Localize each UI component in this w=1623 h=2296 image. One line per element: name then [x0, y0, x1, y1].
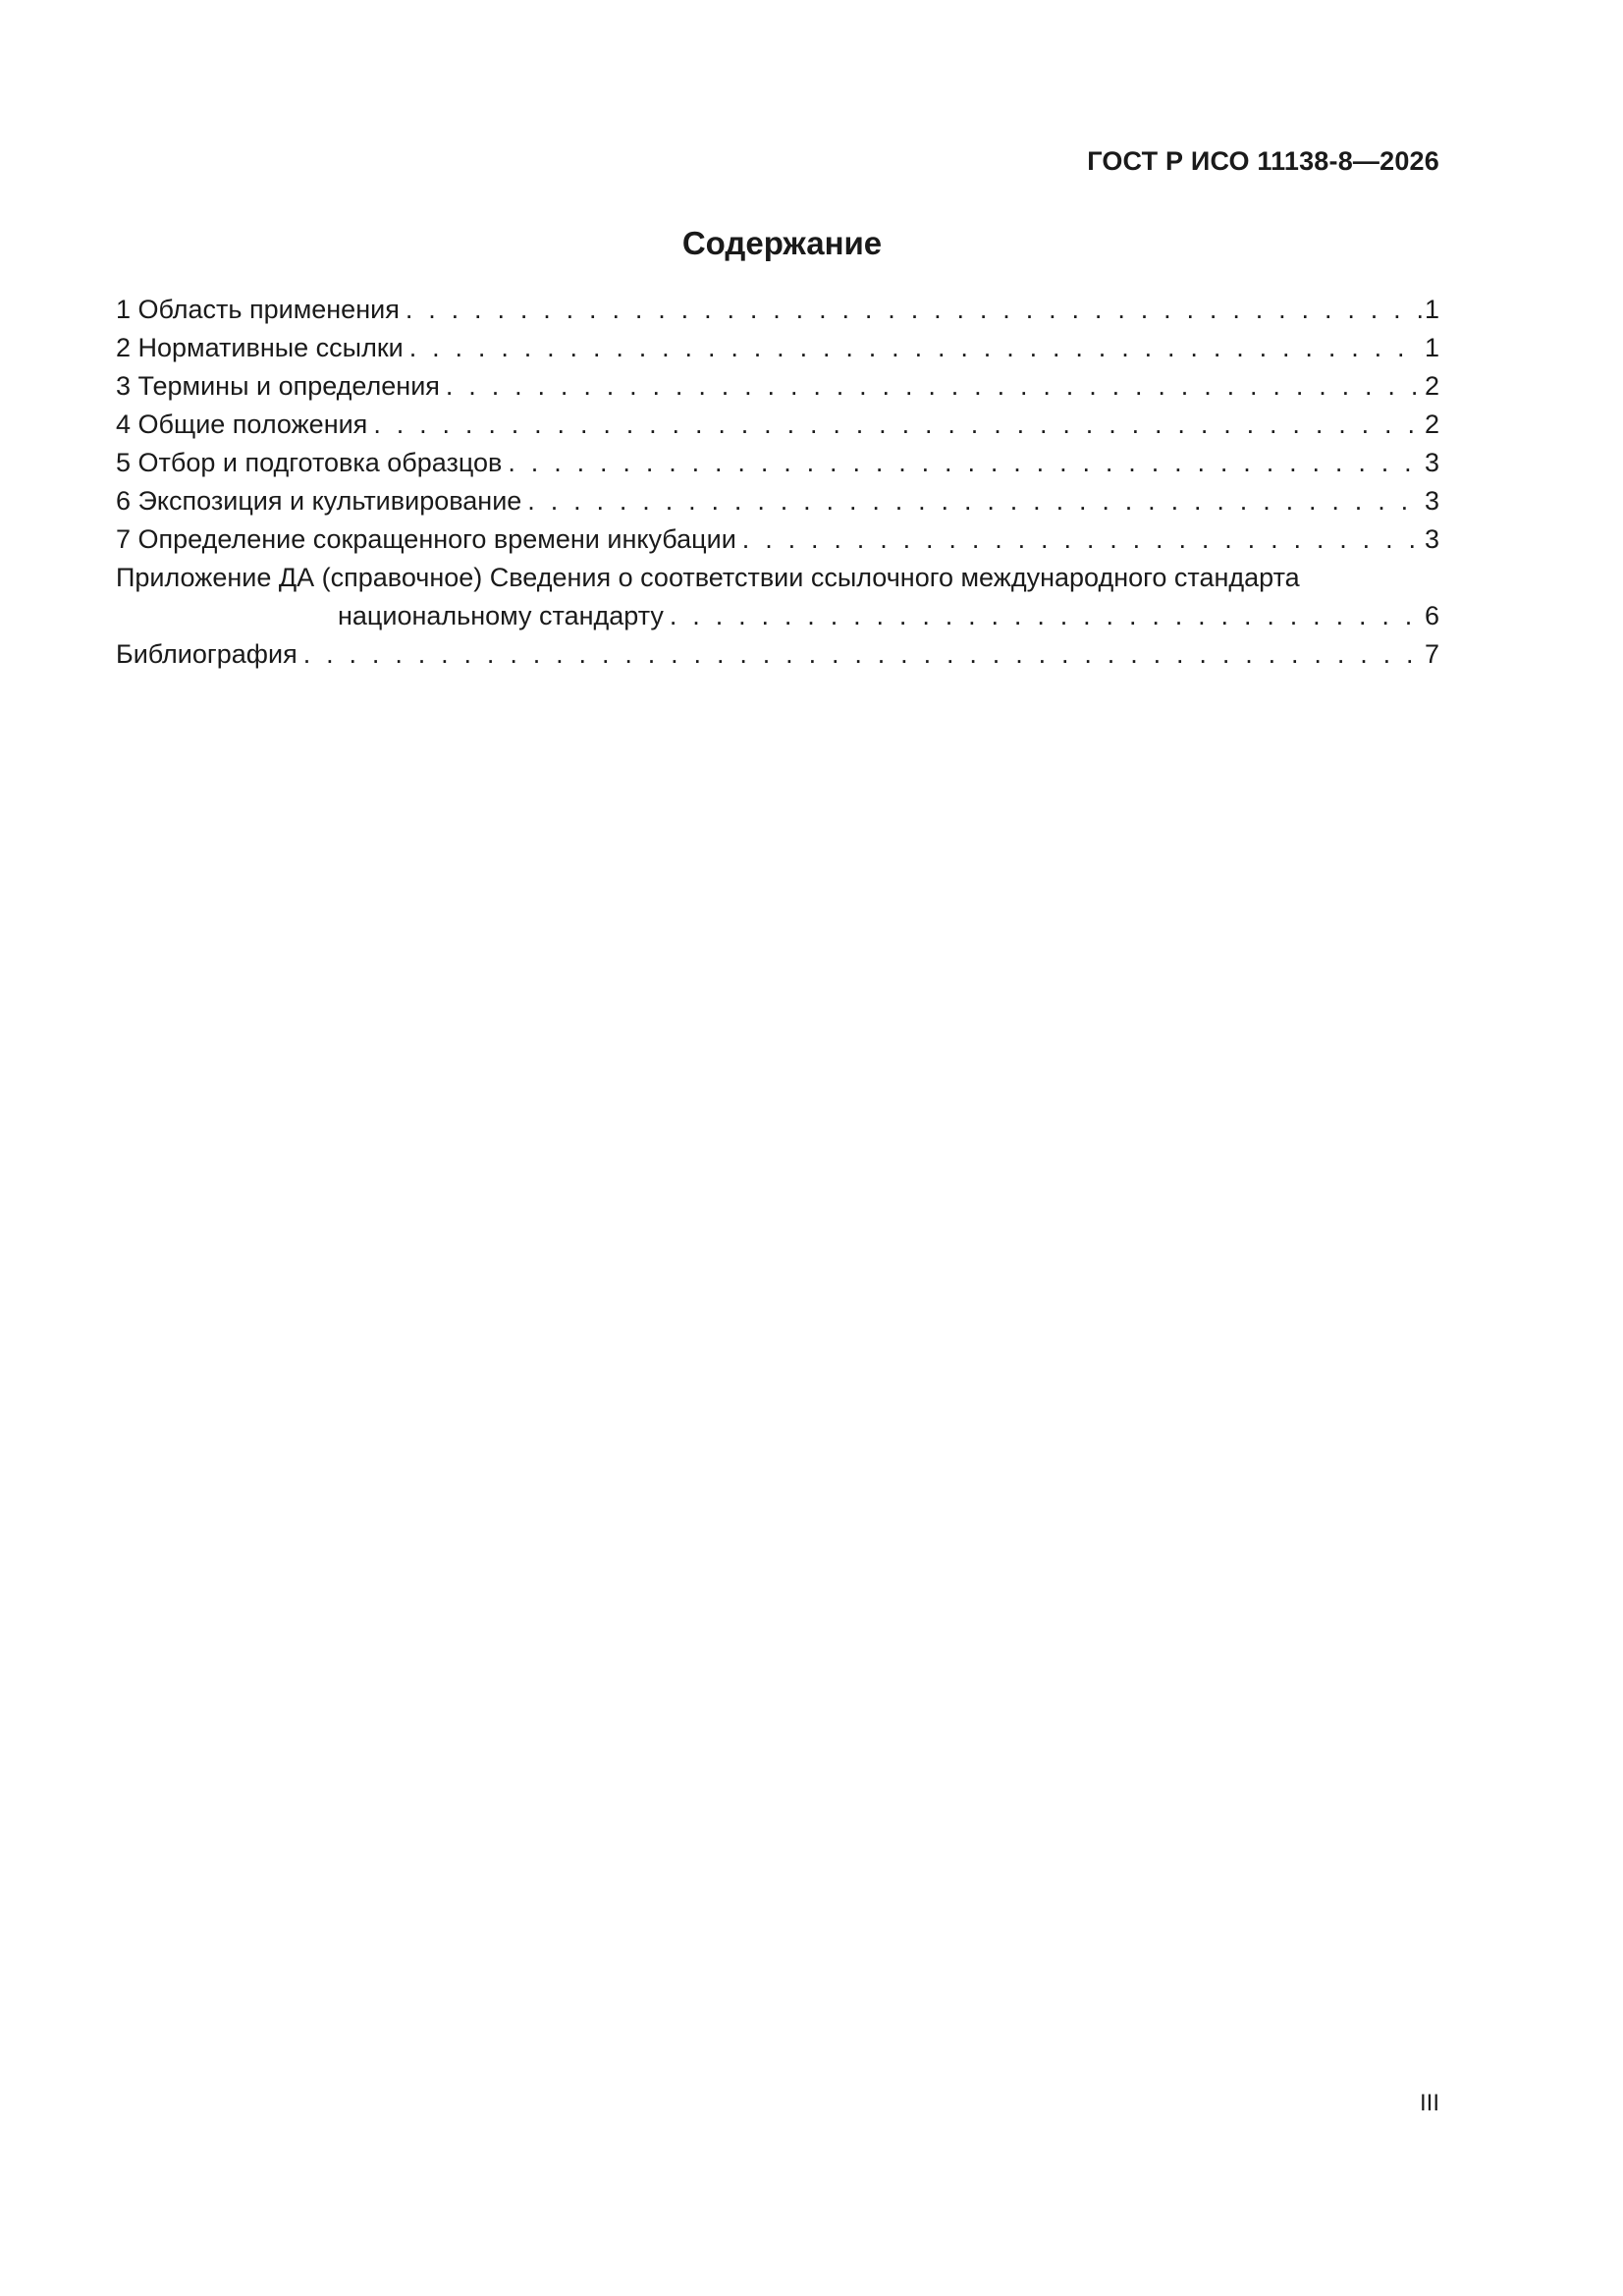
- toc-entry-label: 5 Отбор и подготовка образцов: [116, 448, 503, 477]
- toc-entry-exposure-culturing[interactable]: [116, 482, 1439, 520]
- table-of-contents: [116, 291, 1439, 674]
- toc-entry-page: 3: [1424, 486, 1439, 516]
- toc-entry-bibliography[interactable]: [116, 635, 1439, 674]
- toc-entry-page: 3: [1424, 524, 1439, 554]
- toc-entry-appendix-da[interactable]: [116, 559, 1439, 597]
- toc-entry-label-line2: национальному стандарту: [338, 601, 664, 630]
- dot-leader: [373, 406, 1423, 444]
- toc-entry-terms-definitions[interactable]: [116, 367, 1439, 406]
- toc-entry-general-provisions[interactable]: [116, 406, 1439, 444]
- toc-entry-page: 1: [1424, 333, 1439, 362]
- toc-entry-page: 2: [1424, 371, 1439, 401]
- toc-entry-label-line1: Приложение ДА (справочное) Сведения о соответствии ссылочного международного стандарта: [116, 563, 1300, 592]
- toc-entry-page: 7: [1424, 639, 1439, 669]
- toc-entry-page: 3: [1424, 448, 1439, 477]
- dot-leader: [406, 291, 1423, 329]
- dot-leader: [670, 597, 1423, 635]
- toc-entry-sampling[interactable]: [116, 444, 1439, 482]
- page-number: III: [1419, 2090, 1439, 2116]
- toc-title: Содержание: [681, 225, 883, 261]
- toc-entry-incubation-time[interactable]: [116, 520, 1439, 559]
- toc-entry-scope[interactable]: [116, 291, 1439, 329]
- dot-leader: [742, 520, 1423, 559]
- toc-entry-label: 4 Общие положения: [116, 410, 368, 439]
- toc-entry-page: 6: [1424, 601, 1439, 630]
- toc-entry-label: 2 Нормативные ссылки: [116, 333, 404, 362]
- dot-leader: [508, 444, 1423, 482]
- dot-leader: [409, 329, 1423, 367]
- toc-entry-label: 1 Область применения: [116, 295, 400, 324]
- toc-entry-appendix-da-continued[interactable]: [116, 597, 1439, 635]
- document-code: ГОСТ Р ИСО 11138-8—2026: [1087, 146, 1439, 176]
- dot-leader: [446, 367, 1423, 406]
- toc-entry-normative-references[interactable]: [116, 329, 1439, 367]
- toc-entry-label: Библиография: [116, 639, 298, 669]
- dot-leader: [527, 482, 1423, 520]
- dot-leader: [303, 635, 1423, 674]
- toc-entry-label: 3 Термины и определения: [116, 371, 440, 401]
- toc-entry-label: 6 Экспозиция и культивирование: [116, 486, 522, 516]
- toc-entry-label: 7 Определение сокращенного времени инкубации: [116, 524, 736, 554]
- toc-entry-page: 1: [1424, 295, 1439, 324]
- toc-entry-page: 2: [1424, 410, 1439, 439]
